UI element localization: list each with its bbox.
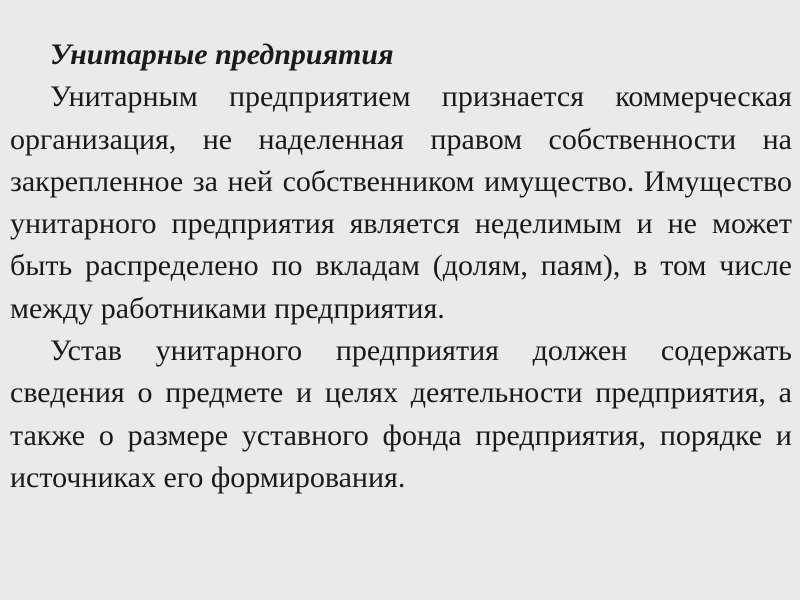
paragraph-charter: Устав унитарного предприятия должен содержать сведения о предмете и целях деятельности предприятия, а также о размере уставного фонда предприятия, порядке и источниках его формирования.	[10, 334, 792, 494]
slide-content	[10, 34, 792, 499]
paragraph-definition: Унитарным предприятием признается коммерческая организация, не наделенная правом собственности на закрепленное за ней собственником имущество. Имущество унитарного предприятия является неделимым и не может быть распределено по вкладам (долям, паям), в том числе между работниками предприятия.	[10, 80, 792, 325]
slide-heading: Унитарные предприятия	[50, 38, 394, 71]
